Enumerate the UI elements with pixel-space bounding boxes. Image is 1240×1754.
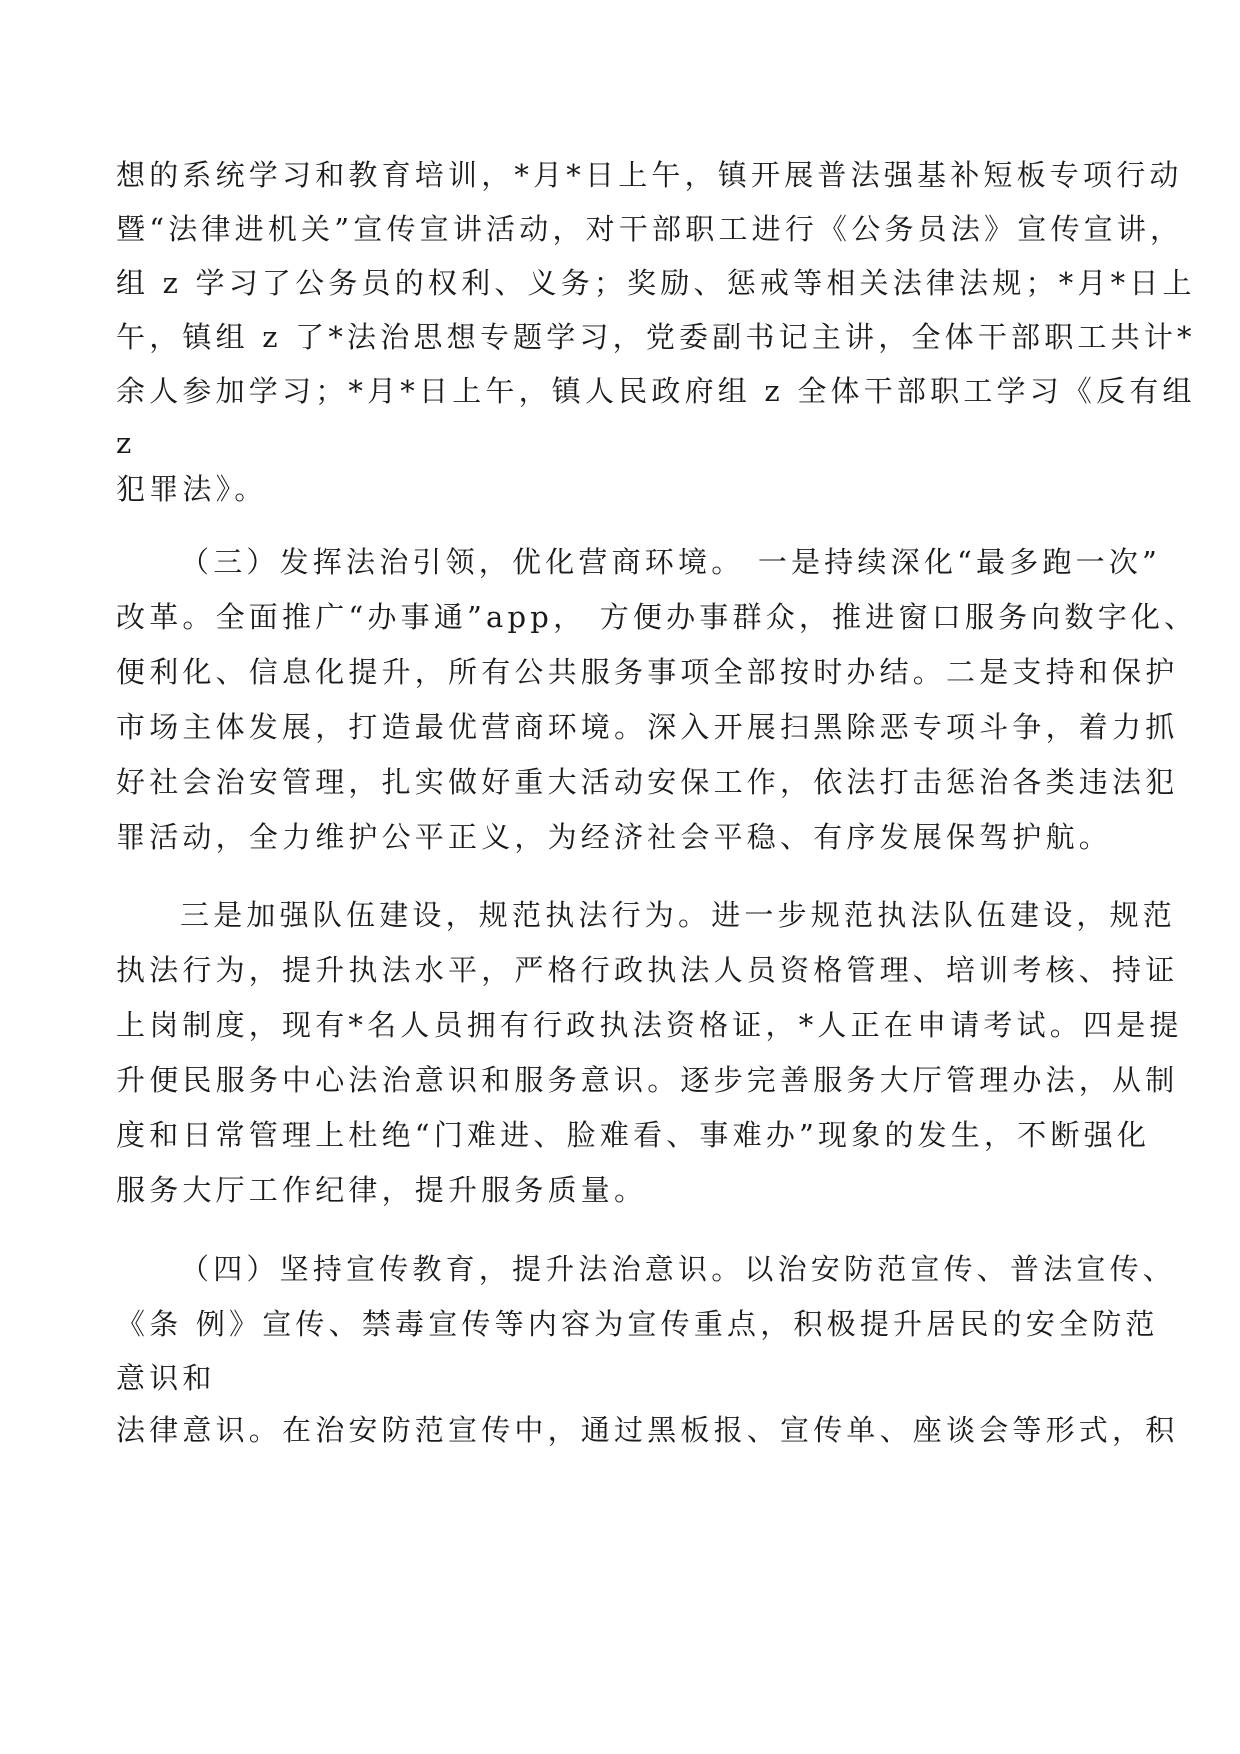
body-text-line: 改革。全面推广“办事通”app， 方便办事群众，推进窗口服务向数字化、	[116, 600, 1198, 634]
section-heading-line: （四）坚持宣传教育，提升法治意识。以治安防范宣传、普法宣传、	[180, 1252, 1177, 1286]
body-text-line: 犯罪法》。	[116, 472, 268, 506]
body-text-line: 度和日常管理上杜绝“门难进、脸难看、事难办”现象的发生，不断强化	[116, 1118, 1151, 1152]
body-text-line: 午，镇组 z 了*法治思想专题学习，党委副书记主讲，全体干部职工共计*	[116, 320, 1196, 354]
body-text-line: 《条 例》宣传、禁毒宣传等内容为宣传重点，积极提升居民的安全防范	[116, 1307, 1159, 1341]
section-heading-line: （三）发挥法治引领，优化营商环境。 一是持续深化“最多跑一次”	[180, 545, 1162, 579]
body-text-line: z	[116, 426, 135, 460]
body-text-line: 执法行为，提升执法水平，严格行政执法人员资格管理、培训考核、持证	[116, 953, 1179, 987]
body-text-line: 便利化、信息化提升，所有公共服务事项全部按时办结。二是支持和保护	[116, 655, 1179, 689]
body-text-line: 法律意识。在治安防范宣传中，通过黑板报、宣传单、座谈会等形式，积	[116, 1413, 1179, 1447]
body-text-line: 好社会治安管理，扎实做好重大活动安保工作，依法打击惩治各类违法犯	[116, 765, 1179, 799]
body-text-line: 服务大厅工作纪律，提升服务质量。	[116, 1173, 648, 1207]
body-text-line: 罪活动，全力维护公平正义，为经济社会平稳、有序发展保驾护航。	[116, 820, 1113, 854]
body-text-line: 想的系统学习和教育培训，*月*日上午，镇开展普法强基补短板专项行动	[116, 158, 1183, 192]
body-text-line: 升便民服务中心法治意识和服务意识。逐步完善服务大厅管理办法，从制	[116, 1063, 1179, 1097]
body-text-line: 组 z 学习了公务员的权利、义务；奖励、惩戒等相关法律法规；*月*日上	[116, 266, 1196, 300]
body-text-line: 意识和	[116, 1361, 216, 1395]
paragraph-start-line: 三是加强队伍建设，规范执法行为。进一步规范执法队伍建设，规范	[180, 898, 1177, 932]
body-text-line: 余人参加学习；*月*日上午，镇人民政府组 z 全体干部职工学习《反有组	[116, 374, 1196, 408]
body-text-line: 上岗制度，现有*名人员拥有行政执法资格证，*人正在申请考试。四是提	[116, 1008, 1183, 1042]
body-text-line: 市场主体发展，打造最优营商环境。深入开展扫黑除恶专项斗争，着力抓	[116, 710, 1179, 744]
body-text-line: 暨“法律进机关”宣传宣讲活动，对干部职工进行《公务员法》宣传宣讲，	[116, 212, 1184, 246]
